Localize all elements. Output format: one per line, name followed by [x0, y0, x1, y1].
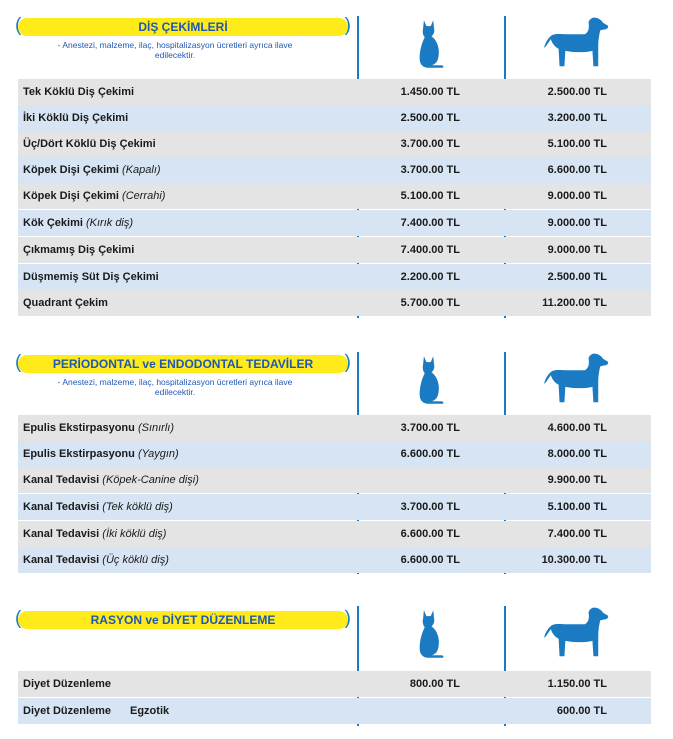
service-name: Kanal Tedavisi: [23, 528, 100, 540]
dog-price: 11.200.00 TL: [542, 297, 607, 309]
table-row: [18, 494, 651, 520]
service-detail: (Cerrahi): [122, 190, 166, 202]
service-detail: (Köpek-Canine dişi): [102, 474, 199, 486]
dog-icon: [542, 350, 610, 408]
section-title: RASYON ve DİYET DÜZENLEME: [90, 613, 276, 627]
table-row: [18, 105, 651, 131]
cat-price: 5.100.00 TL: [400, 190, 460, 202]
cat-price: 2.200.00 TL: [400, 271, 460, 283]
cat-price: 2.500.00 TL: [400, 112, 460, 124]
service-name: Quadrant Çekim: [23, 297, 108, 309]
cat-price: 3.700.00 TL: [400, 422, 460, 434]
dog-price: 3.200.00 TL: [547, 112, 607, 124]
service-name: Köpek Dişi Çekimi: [23, 164, 119, 176]
dog-price: 5.100.00 TL: [547, 138, 607, 150]
cat-price: 6.600.00 TL: [400, 448, 460, 460]
dog-price: 2.500.00 TL: [547, 86, 607, 98]
table-row: [18, 467, 651, 493]
section-title-pill: ( DİŞ ÇEKİMLERİ ): [15, 15, 351, 36]
cat-price: 1.450.00 TL: [400, 86, 460, 98]
service-name: Çıkmamış Diş Çekimi: [23, 244, 135, 256]
service-detail: (Üç köklü diş): [102, 554, 169, 566]
dog-price: 7.400.00 TL: [547, 528, 607, 540]
service-name: Epulis Ekstirpasyonu: [23, 448, 135, 460]
table-row: [18, 237, 651, 263]
service-name: Kanal Tedavisi: [23, 474, 100, 486]
cat-icon: [412, 16, 446, 72]
dog-price: 4.600.00 TL: [547, 422, 607, 434]
table-row: [18, 521, 651, 547]
table-row: [18, 441, 651, 467]
service-name: Köpek Dişi Çekimi: [23, 190, 119, 202]
service-name: Tek Köklü Diş Çekimi: [23, 86, 135, 98]
dog-price: 2.500.00 TL: [547, 271, 607, 283]
service-detail: (İki köklü diş): [102, 528, 167, 540]
dog-icon: [542, 604, 610, 662]
cat-price: 3.700.00 TL: [400, 138, 460, 150]
table-row: [18, 210, 651, 236]
service-name: Epulis Ekstirpasyonu: [23, 422, 135, 434]
service-name: Diyet Düzenleme: [23, 678, 112, 690]
cat-price: 3.700.00 TL: [400, 501, 460, 513]
table-row: [18, 415, 651, 441]
section-title-pill: ( PERİODONTAL ve ENDODONTAL TEDAVİLER ): [15, 352, 351, 373]
dog-price: 10.300.00 TL: [541, 554, 607, 566]
dog-price: 9.000.00 TL: [547, 244, 607, 256]
service-name: Kanal Tedavisi: [23, 554, 100, 566]
dog-price: 1.150.00 TL: [547, 678, 607, 690]
section-title: PERİODONTAL ve ENDODONTAL TEDAVİLER: [52, 357, 314, 371]
cat-price: 6.600.00 TL: [400, 554, 460, 566]
dog-price: 600.00 TL: [556, 705, 607, 717]
table-row: [18, 183, 651, 209]
table-row: [18, 131, 651, 157]
table-row: [18, 547, 651, 573]
cat-icon: [412, 352, 446, 408]
cat-price: 6.600.00 TL: [400, 528, 460, 540]
service-name: Düşmemiş Süt Diş Çekimi: [23, 271, 159, 283]
dog-price: 8.000.00 TL: [547, 448, 607, 460]
service-detail: (Kapalı): [122, 164, 161, 176]
service-detail: (Tek köklü diş): [102, 501, 173, 513]
dog-price: 9.000.00 TL: [547, 190, 607, 202]
service-name: Kök Çekimi: [23, 217, 83, 229]
cat-price: 7.400.00 TL: [400, 217, 460, 229]
dog-price: 5.100.00 TL: [547, 501, 607, 513]
dog-icon: [542, 14, 610, 72]
service-name: Kanal Tedavisi: [23, 501, 100, 513]
table-row: [18, 157, 651, 183]
cat-price: 3.700.00 TL: [400, 164, 460, 176]
service-name: İki Köklü Diş Çekimi: [23, 112, 129, 124]
service-detail: (Kırık diş): [85, 217, 134, 229]
dog-price: 9.900.00 TL: [547, 474, 607, 486]
table-row: [18, 290, 651, 316]
cat-icon: [412, 606, 446, 662]
section-title-pill: ( RASYON ve DİYET DÜZENLEME ): [15, 608, 351, 629]
service-name: Diyet Düzenleme: [23, 705, 112, 717]
section-note: - Anestezi, malzeme, ilaç, hospitalizasyon ücretleri ayrıca ilave edilecektir.: [57, 377, 293, 397]
table-row: [18, 79, 651, 105]
cat-price: 5.700.00 TL: [400, 297, 460, 309]
service-name: Üç/Dört Köklü Diş Çekimi: [23, 138, 156, 150]
table-row: [18, 698, 651, 724]
cat-price: 800.00 TL: [409, 678, 460, 690]
service-extra: Egzotik: [130, 705, 170, 717]
dog-price: 9.000.00 TL: [547, 217, 607, 229]
table-row: [18, 671, 651, 697]
section-title: DİŞ ÇEKİMLERİ: [138, 20, 228, 34]
dog-price: 6.600.00 TL: [547, 164, 607, 176]
table-row: [18, 264, 651, 290]
cat-price: 7.400.00 TL: [400, 244, 460, 256]
service-detail: (Yaygın): [137, 448, 179, 460]
section-note: - Anestezi, malzeme, ilaç, hospitalizasyon ücretleri ayrıca ilave edilecektir.: [57, 40, 293, 60]
service-detail: (Sınırlı): [137, 422, 174, 434]
